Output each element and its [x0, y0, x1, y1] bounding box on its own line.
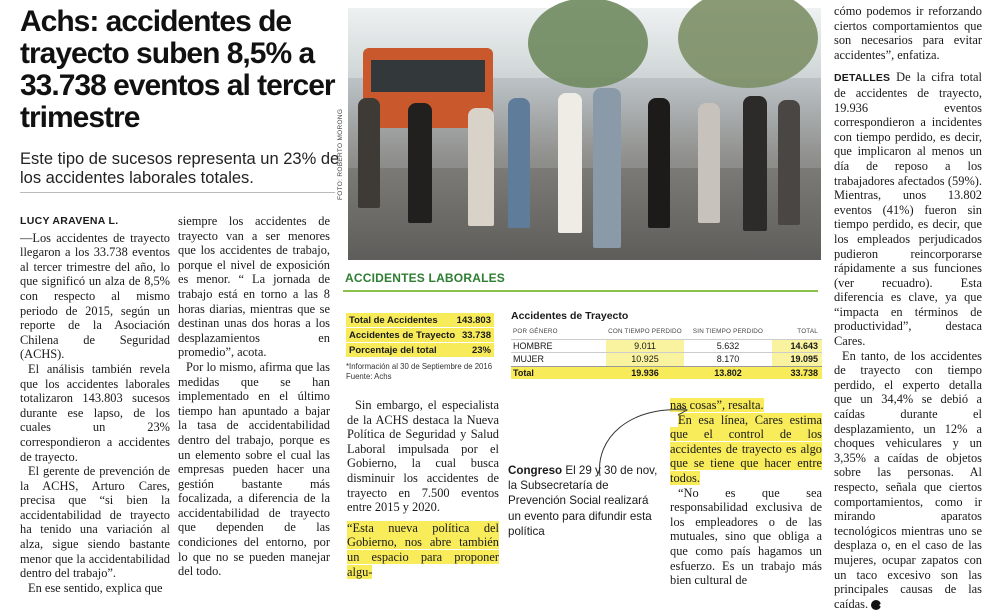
subhead: Este tipo de sucesos representa un 23% de los accidentes laborales totales.: [20, 150, 340, 187]
photo-person: [508, 98, 530, 228]
table-total-row: [511, 366, 822, 380]
detalles-text: De la cifra total de accidentes de trayecto, 19.936 eventos correspondieron a incidentes con tiempo perdido, es decir, que implicaron al menos un día de reposo a los trabajadores afectados (59%). Mientras, unos 13.802 eventos (41%) fueron sin tiempo perdido, es decir, que los empleados perjudicados pudieron reincorporarse rápidamente a sus funciones (ver recuadro). Esta diferencia es clave, ya que “impacta en términos de productividad”, destaca Cares.: [834, 70, 982, 349]
paragraph: Por lo mismo, afirma que las medidas que se han implementado en el último tiempo han apuntado a bajar la tasa de accidentabilidad dentro del trabajo, porque es un elemento sobre el cual las empresas pueden hacer una gestión bastante más focalizada, a diferencia de la accidentabilidad de trayecto que dependen de las condiciones del entorno, por lo que no se pueden manejar del todo.: [178, 359, 330, 579]
paragraph: [834, 349, 982, 611]
paragraph: El gerente de prevención de la ACHS, Arturo Cares, precisa que “si bien la accidentabilidad de trayecto ha tenido una variación al alza, sigue siendo bastante menor que la accidentabilidad dentro del trabajo”.: [20, 464, 170, 581]
photo-person: [408, 103, 432, 223]
photo-bus-window: [371, 60, 485, 92]
paragraph-text: En tanto, de los accidentes de trayecto con tiempo perdido, el experto detalla que un 34,4% se debió a caídas durante el desplazamiento, un 12% a choques vehiculares y un 3,35% a caídas de objetos sobre las personas. Al respecto, señala que ciertos comportamientos, como ir mirando aparatos tecnológicos mientras uno se desplaza o, en el caso de las mujeres, ocupar zapatos con un taco excesivo son las principales causas de las caídas.: [834, 348, 982, 611]
paragraph: El análisis también revela que los accidentes laborales totalizaron 143.803 sucesos durante ese lapso, de los cuales un 23% correspondieron a accidentes de trayecto.: [20, 361, 170, 464]
infographic-title: ACCIDENTES LABORALES: [345, 271, 506, 285]
summary-row: [346, 343, 494, 358]
trayecto-table: [511, 310, 822, 379]
column-2: [178, 214, 330, 579]
header-cell: POR GÉNERO: [513, 328, 558, 335]
summary-label: Porcentaje del total: [349, 345, 437, 356]
table-cell: 10.925: [606, 353, 684, 366]
photo-credit: FOTO: ROBERTO MORONG: [337, 108, 344, 200]
table-row: [511, 339, 822, 353]
congreso-label: Congreso: [508, 464, 563, 477]
info-note: [346, 362, 494, 382]
table-cell: HOMBRE: [513, 340, 553, 351]
header-cell: TOTAL: [797, 328, 818, 335]
highlighted-quote: [347, 521, 499, 579]
paragraph: En ese sentido, explica que: [28, 580, 163, 595]
summary-row: [346, 328, 494, 343]
photo-person: [558, 93, 582, 233]
congreso-text: El 29 y 30 de nov, la Subsecretaría de Prevención Social realizará un evento para difundir esta política: [508, 464, 658, 538]
quote-text: nas cosas”, resalta.: [670, 398, 764, 412]
table-cell: 8.170: [716, 354, 740, 364]
photo-person: [743, 96, 767, 231]
table-cell: MUJER: [513, 354, 544, 364]
table-cell: 13.802: [714, 367, 742, 378]
headline: Achs: accidentes de trayecto suben 8,5% a 33.738 eventos al tercer trimestre: [20, 5, 335, 134]
table-cell: 5.632: [716, 340, 740, 351]
table-row: [511, 352, 822, 366]
header-cell: SIN TIEMPO PERDIDO: [692, 328, 764, 335]
end-mark-icon: ◆: [871, 600, 881, 610]
header-cell: CON TIEMPO PERDIDO: [608, 328, 682, 335]
highlight-text: En esa línea, Cares estima que el control de los accidentes de trayecto es algo que se tiene que hacer entre todos.: [670, 412, 822, 485]
table-cell: 19.095: [772, 353, 822, 366]
summary-label: Total de Accidentes: [349, 315, 438, 326]
photo-person: [593, 88, 621, 248]
summary-table: [346, 313, 494, 382]
paragraph: cómo podemos ir reforzando ciertos comportamientos que son necesarios para evitar accidentes”, enfatiza.: [834, 4, 982, 62]
summary-label: Accidentes de Trayecto: [349, 330, 456, 341]
quote-text: “Esta nueva política del Gobierno, nos abre también un espacio para proponer algu-: [347, 520, 499, 579]
photo-person: [358, 98, 380, 208]
column-1: [20, 214, 170, 595]
photo-person: [778, 100, 800, 225]
divider: [20, 192, 335, 193]
table-cell: 9.011: [606, 340, 684, 353]
paragraph: —Los accidentes de trayecto llegaron a los 33.738 eventos al tercer trimestre del año, lo que significó un alza de 8,5% con respecto al mismo periodo de 2015, según un reporte de la Asociación Chilena de Seguridad (ACHS).: [20, 230, 170, 362]
trayecto-table-title: Accidentes de Trayecto: [511, 310, 629, 322]
info-date: *Información al 30 de Septiembre de 2016: [346, 362, 493, 371]
congreso-note: [508, 463, 658, 539]
photo-tree: [528, 0, 648, 88]
table-cell: 14.643: [772, 340, 822, 353]
photo-person: [698, 103, 720, 223]
table-cell: 33.738: [772, 367, 822, 380]
detalles-label: DETALLES: [834, 72, 891, 85]
byline: LUCY ARAVENA L.: [20, 215, 119, 227]
paragraph: “No es que sea responsabilidad exclusiva de los empleadores o de las mutuales, sino que obliga a que como país hagamos un esfuerzo. Es un trabajo más bien cultural de: [670, 485, 822, 588]
info-source: Fuente: Achs: [346, 372, 392, 381]
summary-value: 23%: [471, 345, 491, 356]
column-5: [834, 4, 982, 611]
paragraph: [834, 70, 982, 348]
photo-person: [468, 108, 494, 226]
infographic-rule: [343, 290, 818, 292]
paragraph: siempre los accidentes de trayecto van a ser menores que los accidentes de trabajo, porque el nivel de exposición es menor. “ La jornada de trabajo está en torno a las 8 horas diarias, mientras que se destinan unas dos horas a los desplazamientos en promedio”, acota.: [178, 214, 330, 360]
table-cell: Total: [513, 367, 534, 378]
table-header: [511, 325, 822, 339]
summary-value: 33.738: [461, 330, 491, 341]
street-photo: [348, 8, 821, 260]
summary-row: [346, 313, 494, 328]
table-cell: 19.936: [606, 367, 684, 380]
photo-person: [648, 98, 670, 228]
column-3: [347, 398, 499, 579]
infographic: [343, 268, 823, 393]
paragraph: Sin embargo, el especialista de la ACHS destaca la Nueva Política de Seguridad y Salud Laboral impulsada por el Gobierno, la cual busca disminuir los accidentes de trayecto en 7.500 eventos entre 2015 y 2020.: [347, 398, 499, 515]
summary-value: 143.803: [456, 315, 491, 326]
